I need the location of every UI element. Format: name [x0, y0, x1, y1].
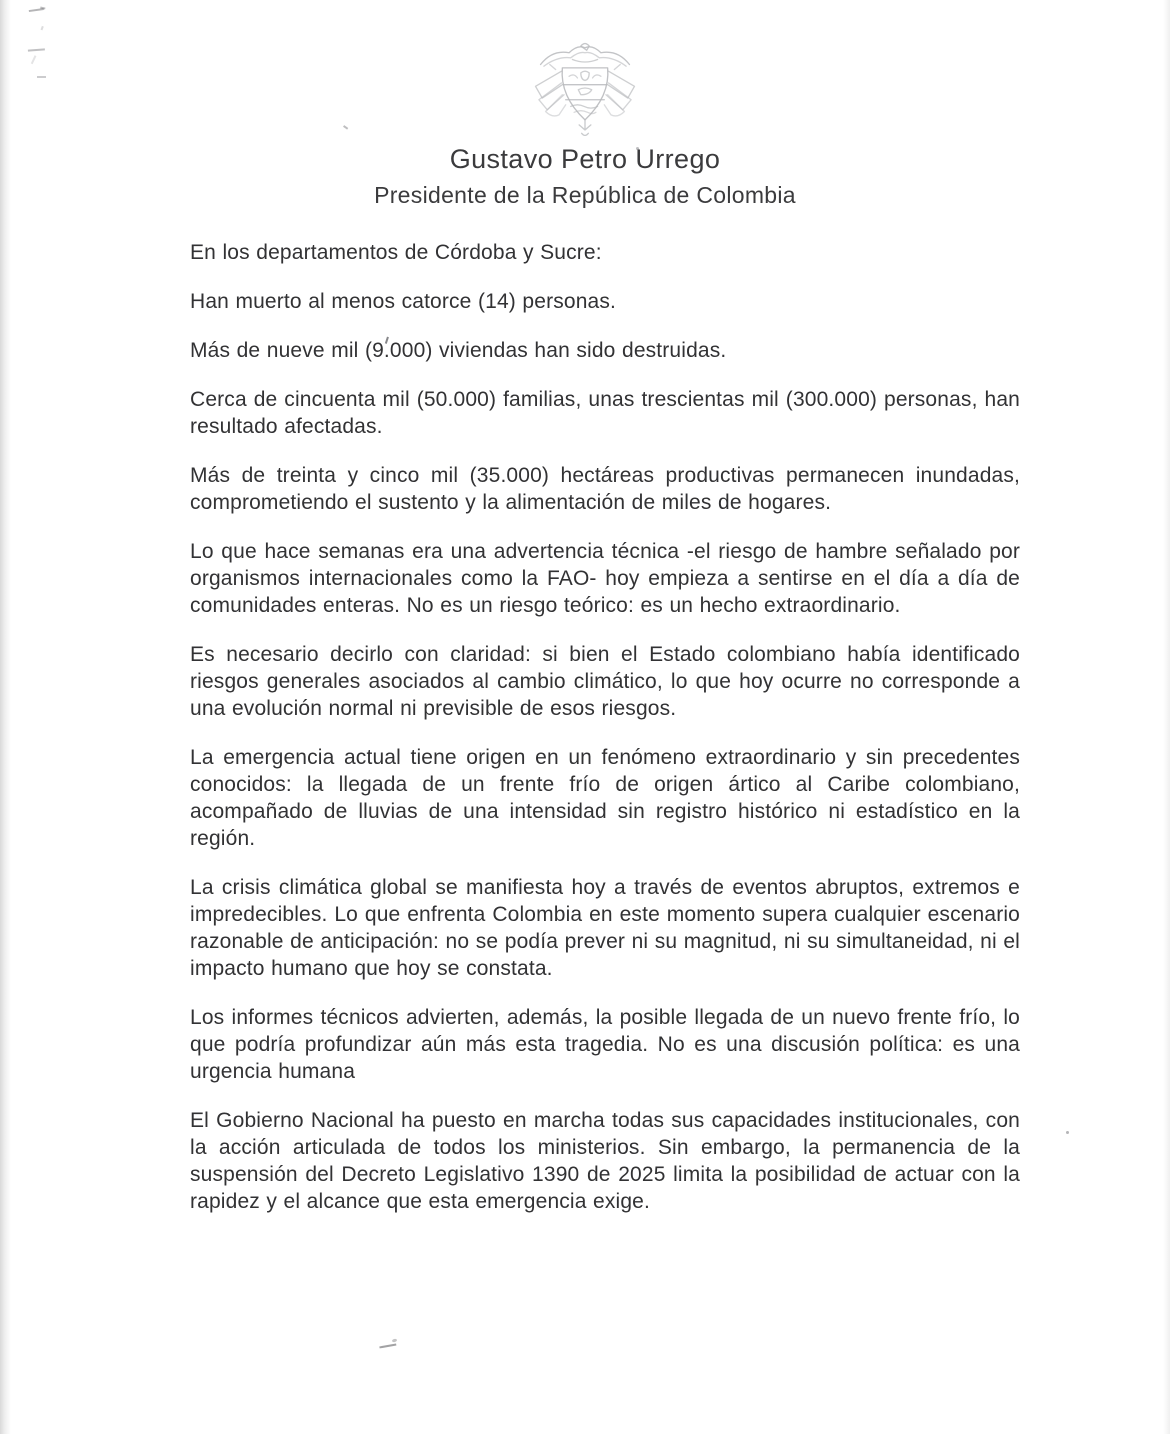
- scan-edge-shadow-left: [0, 0, 11, 1434]
- paragraph-homes-destroyed: Más de nueve mil (9.000) viviendas han sido destruidas.: [190, 339, 727, 362]
- letterhead: [0, 0, 1170, 209]
- paragraph-clarity: Es necesario decirlo con claridad: si bien el Estado colombiano había identificado riesgos generales asociados al cambio climático, lo que hoy ocurre no corresponde a una evolución normal ni previsible de esos riesgos.: [190, 643, 1020, 720]
- paragraph-government-action: El Gobierno Nacional ha puesto en marcha todas sus capacidades institucionales, con la acción articulada de todos los ministerios. Sin embargo, la permanencia de la suspensión del Decreto Legislativo 1390 de 2025 limita la posibilidad de actuar con la rapidez y el alcance que esta emergencia exige.: [190, 1109, 1020, 1213]
- scan-speck: [392, 1338, 398, 1342]
- paragraph-climate-crisis: La crisis climática global se manifiesta hoy a través de eventos abruptos, extremos e impredecibles. Lo que enfrenta Colombia en este momento supera cualquier escenario razonable de anticipación: no se podía prever ni su magnitud, ni su simultaneidad, ni el impacto humano que hoy se constata.: [190, 876, 1020, 980]
- scan-edge-shadow-right: [1163, 0, 1170, 1434]
- sender-title: Presidente de la República de Colombia: [374, 182, 796, 208]
- paragraph-hectares-flooded: Más de treinta y cinco mil (35.000) hectáreas productivas permanecen inundadas, comprometiendo el sustento y la alimentación de miles de hogares.: [190, 464, 1020, 514]
- sender-name: Gustavo Petro Urrego: [449, 144, 721, 174]
- colombia-coat-of-arms-icon: [522, 36, 648, 140]
- paragraph-departments: En los departamentos de Córdoba y Sucre:: [190, 241, 602, 264]
- scan-speck: [1066, 1131, 1069, 1134]
- scan-speck: [379, 1340, 397, 1349]
- paragraph-fao-warning: Lo que hace semanas era una advertencia técnica -el riesgo de hambre señalado por organismos internacionales como la FAO- hoy empieza a sentirse en el día a día de comunidades enteras. No es un riesgo teórico: es un hecho extraordinario.: [190, 540, 1020, 617]
- paragraph-families-affected: Cerca de cincuenta mil (50.000) familias, unas trescientas mil (300.000) personas, han resultado afectadas.: [190, 388, 1020, 438]
- paragraph-emergency-origin: La emergencia actual tiene origen en un fenómeno extraordinario y sin precedentes conocidos: la llegada de un frente frío de origen ártico al Caribe colombiano, acompañado de lluvias de una intensidad sin registro histórico ni estadístico en la región.: [190, 746, 1020, 850]
- paragraph-technical-reports: Los informes técnicos advierten, además, la posible llegada de un nuevo frente frío, lo que podría profundizar aún más esta tragedia. No es una discusión política: es una urgencia humana: [190, 1006, 1020, 1083]
- paragraph-deaths: Han muerto al menos catorce (14) personas.: [190, 290, 616, 313]
- letter-body: [190, 239, 1020, 1237]
